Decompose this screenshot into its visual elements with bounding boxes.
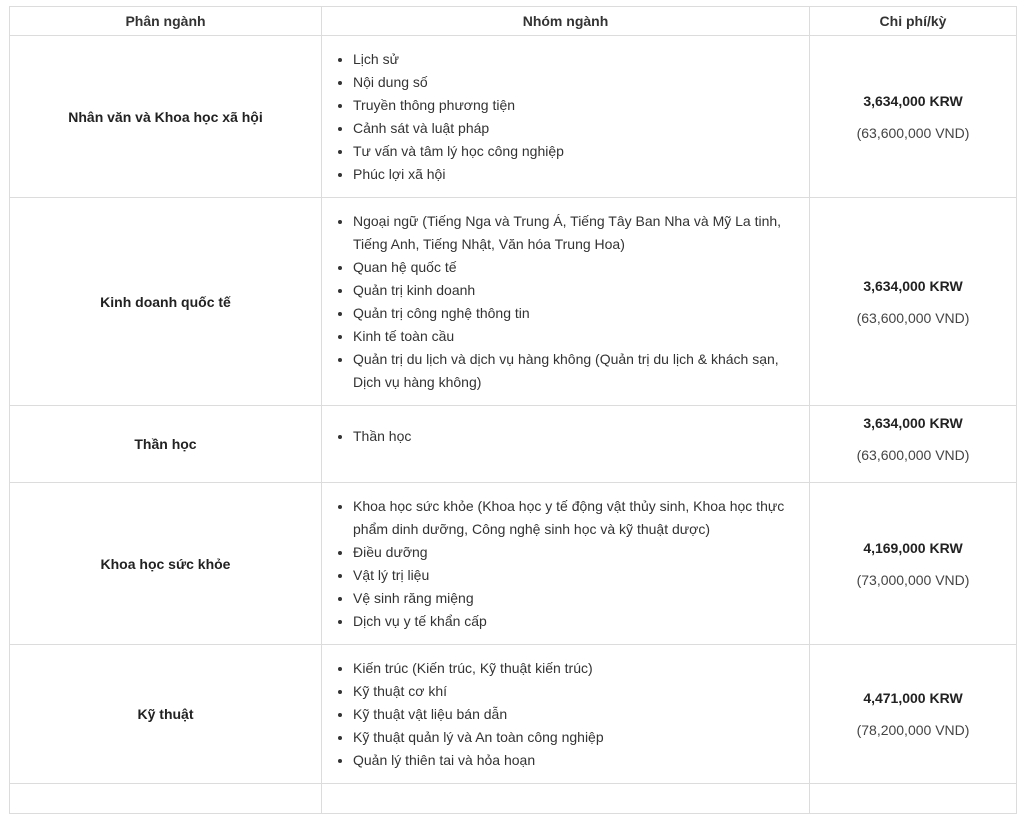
sector-cell: Nhân văn và Khoa học xã hội [10,36,322,198]
list-item: • Điều dưỡng [353,541,803,564]
fee-vnd: (63,600,000 VND) [856,124,970,141]
list-item: • Ngoại ngữ (Tiếng Nga và Trung Á, Tiếng Tây Ban Nha và Mỹ La tinh, Tiếng Anh, Tiếng Nhật, Văn hóa Trung Hoa) [353,210,803,256]
list-item: • Tư vấn và tâm lý học công nghiệp [353,140,803,163]
empty-cell [810,784,1017,814]
sector-cell: Kỹ thuật [10,645,322,784]
empty-cell [10,784,322,814]
list-item: • Phúc lợi xã hội [353,163,803,186]
majors-list [334,48,803,186]
table-header [10,7,1017,36]
majors-cell [322,36,810,198]
list-item: • Dịch vụ y tế khẩn cấp [353,610,803,633]
fee-vnd: (63,600,000 VND) [856,447,970,463]
fee-cell [810,406,1017,483]
list-item: • Cảnh sát và luật pháp [353,117,803,140]
majors-cell [322,198,810,406]
fee-block [810,413,1016,465]
majors-cell [322,483,810,645]
list-item: • Kỹ thuật quản lý và An toàn công nghiệp [353,726,803,749]
list-item: • Lịch sử [353,48,803,71]
table-row [10,645,1017,784]
fee-block [810,688,1016,740]
list-item: • Quản lý thiên tai và hỏa hoạn [353,749,803,772]
fee-cell [810,645,1017,784]
table-body [10,36,1017,814]
list-item: • Quan hệ quốc tế [353,256,803,279]
fee-krw: 3,634,000 KRW [863,277,963,294]
list-item: • Quản trị du lịch và dịch vụ hàng không (Quản trị du lịch & khách sạn, Dịch vụ hàng không) [353,348,803,394]
fee-krw: 3,634,000 KRW [863,92,963,109]
list-item: • Vệ sinh răng miệng [353,587,803,610]
table-row [10,406,1017,483]
fee-vnd: (73,000,000 VND) [856,571,970,588]
table-row-partial [10,784,1017,814]
empty-cell [322,784,810,814]
header-majors: Nhóm ngành [322,7,810,36]
header-fee: Chi phí/kỳ [810,7,1017,36]
fee-cell [810,483,1017,645]
list-item: • Kiến trúc (Kiến trúc, Kỹ thuật kiến trúc) [353,657,803,680]
majors-cell [322,645,810,784]
majors-list [334,495,803,633]
header-row [10,7,1017,36]
header-sector: Phân ngành [10,7,322,36]
list-item: • Kinh tế toàn cầu [353,325,803,348]
fee-cell [810,198,1017,406]
fee-krw: 4,169,000 KRW [863,539,963,556]
list-item: • Thần học [353,425,803,448]
tuition-table-container [9,6,1016,814]
majors-list [334,210,803,394]
table-row [10,198,1017,406]
list-item: • Vật lý trị liệu [353,564,803,587]
fee-krw: 4,471,000 KRW [863,690,963,706]
fee-vnd: (78,200,000 VND) [856,722,970,738]
majors-cell [322,406,810,483]
majors-list [334,657,803,772]
sector-cell: Thần học [10,406,322,483]
list-item: • Nội dung số [353,71,803,94]
fee-block [810,91,1016,143]
list-item: • Kỹ thuật cơ khí [353,680,803,703]
fee-krw: 3,634,000 KRW [863,415,963,431]
table-row [10,36,1017,198]
fee-block [810,538,1016,590]
list-item: • Kỹ thuật vật liệu bán dẫn [353,703,803,726]
fee-cell [810,36,1017,198]
list-item: • Truyền thông phương tiện [353,94,803,117]
tuition-table [9,6,1017,814]
list-item: • Khoa học sức khỏe (Khoa học y tế động vật thủy sinh, Khoa học thực phẩm dinh dưỡng, Công nghệ sinh học và kỹ thuật dược) [353,495,803,541]
majors-list [334,425,803,448]
list-item: • Quản trị kinh doanh [353,279,803,302]
list-item: • Quản trị công nghệ thông tin [353,302,803,325]
sector-cell: Khoa học sức khỏe [10,483,322,645]
fee-vnd: (63,600,000 VND) [856,309,970,326]
fee-block [810,276,1016,328]
table-row [10,483,1017,645]
sector-cell: Kinh doanh quốc tế [10,198,322,406]
